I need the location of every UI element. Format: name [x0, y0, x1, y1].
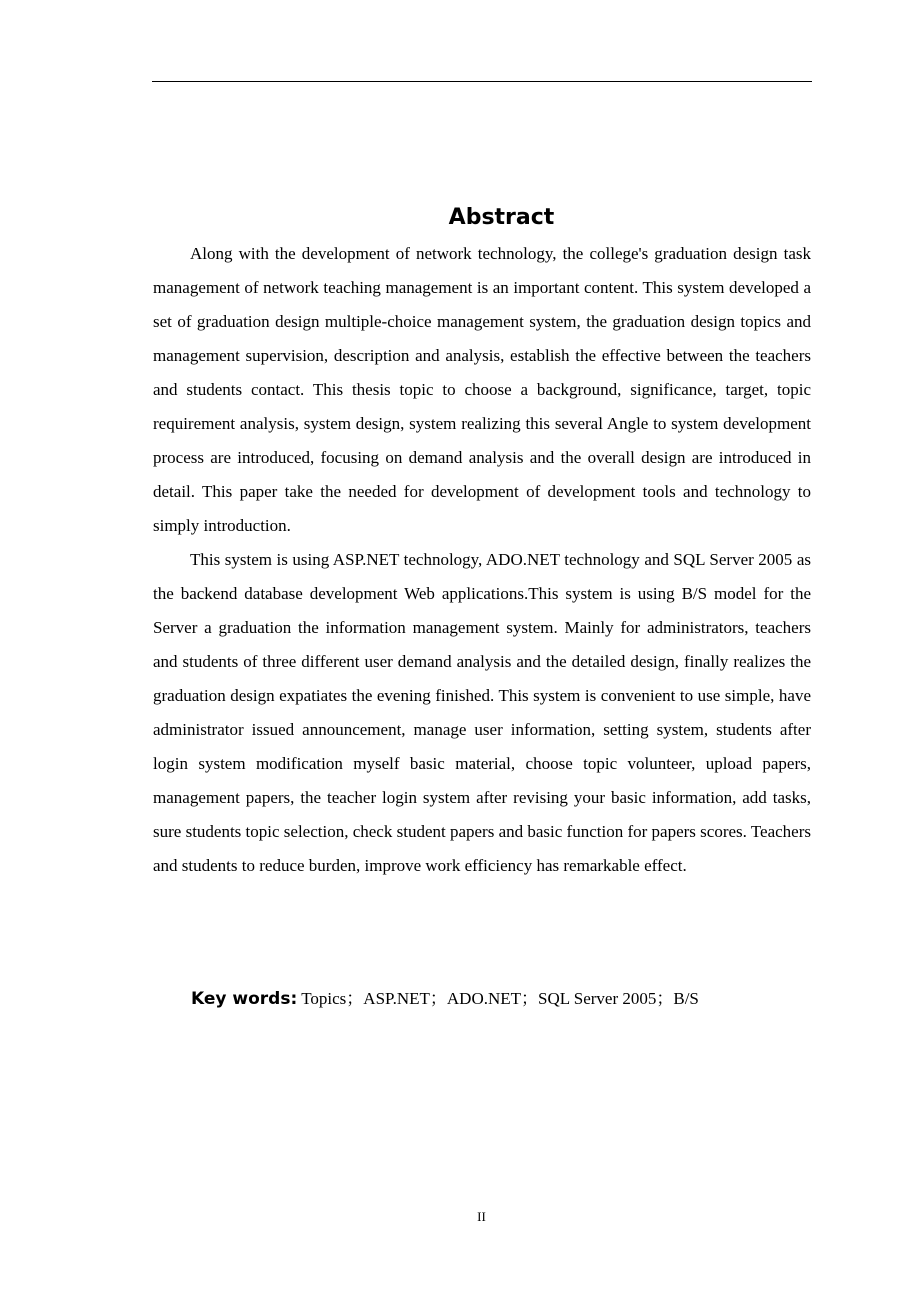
keywords-line [191, 982, 699, 1016]
page-number: II [477, 1209, 486, 1224]
abstract-title: Abstract [448, 205, 555, 230]
keywords-label: Key words: [191, 989, 298, 1009]
abstract-body [153, 237, 811, 883]
header-rule [152, 81, 812, 82]
abstract-paragraph-2: This system is using ASP.NET technology, ADO.NET technology and SQL Server 2005 as the backend database development Web applications.This system is using B/S model for the Server a graduation the information management system. Mainly for administrators, teachers and students of three different user demand analysis and the detailed design, finally realizes the graduation design expatiates the evening finished. This system is convenient to use simple, have administrator issued announcement, manage user information, setting system, students after login system modification myself basic material, choose topic volunteer, upload papers, management papers, the teacher login system after revising your basic information, add tasks, sure students topic selection, check student papers and basic function for papers scores. Teachers and students to reduce burden, improve work efficiency has remarkable effect. [153, 550, 811, 875]
abstract-paragraph-1: Along with the development of network technology, the college's graduation design task management of network teaching management is an important content. This system developed a set of graduation design multiple-choice management system, the graduation design topics and management supervision, description and analysis, establish the effective between the teachers and students contact. This thesis topic to choose a background, significance, target, topic requirement analysis, system design, system realizing this several Angle to system development process are introduced, focusing on demand analysis and the overall design are introduced in detail. This paper take the needed for development of development tools and technology to simply introduction. [153, 244, 811, 535]
keywords-text: Topics；ASP.NET；ADO.NET；SQL Server 2005；B/S [297, 989, 699, 1008]
